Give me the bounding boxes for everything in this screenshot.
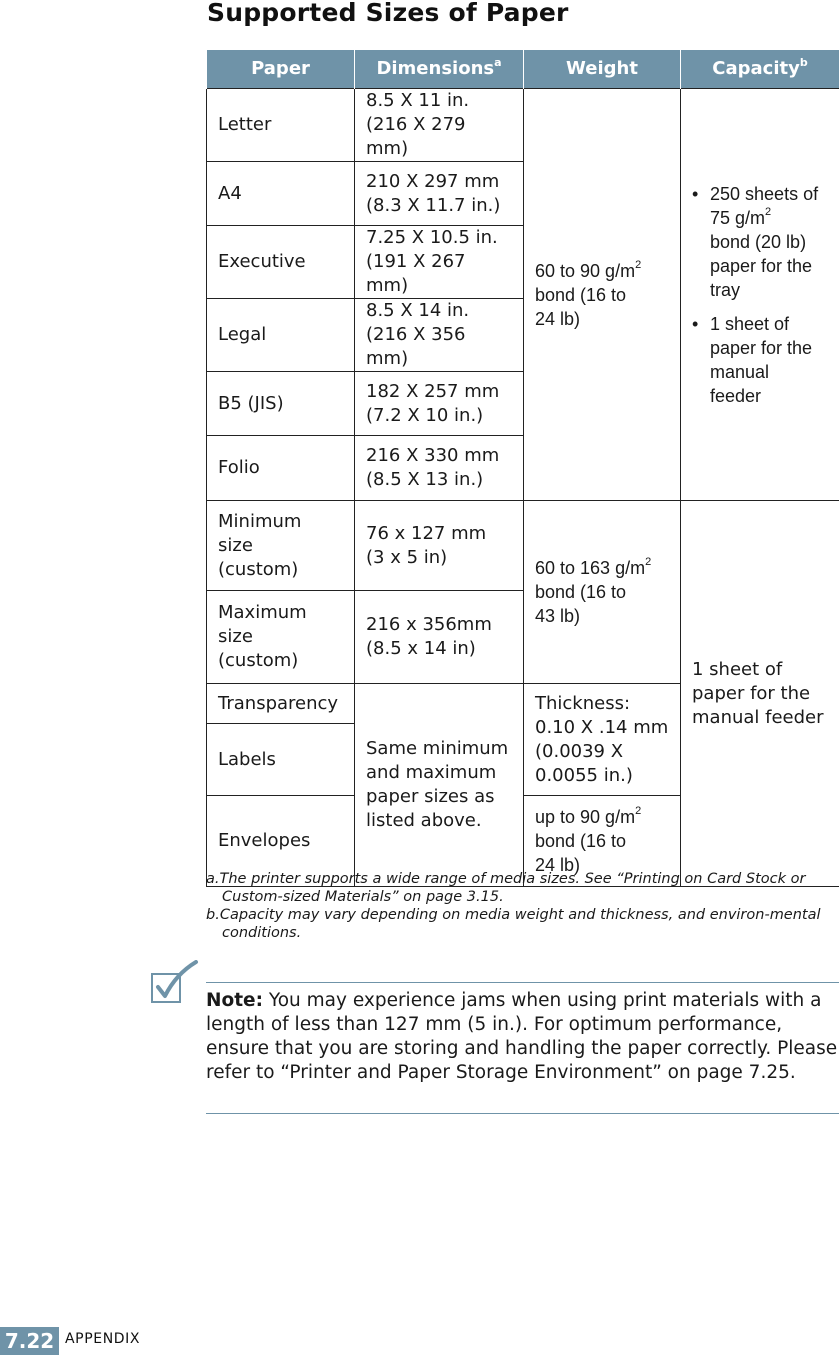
paper-cell: Labels bbox=[207, 724, 355, 796]
header-dimensions: Dimensions$^a$ bbox=[355, 50, 524, 89]
paper-cell: Executive bbox=[207, 226, 355, 299]
dimensions-cell: 182 X 257 mm (7.2 X 10 in.) bbox=[355, 372, 524, 436]
thickness-cell: Thickness: 0.10 X .14 mm (0.0039 X 0.0055 in.) bbox=[524, 684, 681, 796]
footnotes bbox=[206, 870, 836, 942]
special-capacity-cell: 1 sheet of paper for the manual feeder bbox=[681, 501, 839, 887]
custom-weight-cell: 60 to 163 $g/m^2$ bond (16 to 43 lb) bbox=[524, 501, 681, 684]
paper-cell: B5 (JIS) bbox=[207, 372, 355, 436]
dimensions-cell: 8.5 X 11 in. (216 X 279 mm) bbox=[355, 89, 524, 162]
note-text bbox=[206, 989, 839, 1085]
page-number: 7.22 bbox=[0, 1327, 59, 1355]
checkmark-icon bbox=[150, 960, 206, 1006]
table-row bbox=[207, 89, 839, 162]
list-item: • 250 sheets of 75 $g/m^2$ bond (20 lb) paper for the tray bbox=[692, 183, 819, 300]
footnote-ref-a: a bbox=[494, 56, 502, 69]
paper-cell: Envelopes bbox=[207, 796, 355, 887]
dimensions-cell: 7.25 X 10.5 in. (191 X 267 mm) bbox=[355, 226, 524, 299]
note-rule-top bbox=[206, 982, 839, 983]
note-body: You may experience jams when using print materials with a length of less than 127 mm (5 in.). For optimum performance, ensure that you are storing and handling the paper correctly. Please refer to “Printer and Paper Storage Environment” on page 7.25. bbox=[206, 990, 838, 1083]
paper-cell: Transparency bbox=[207, 684, 355, 724]
footnote-a: a.The printer supports a wide range of media sizes. See “Printing on Card Stock or Custom-sized Materials” on page 3.15. bbox=[206, 871, 806, 905]
dimensions-cell: 216 X 330 mm (8.5 X 13 in.) bbox=[355, 436, 524, 501]
standard-weight-cell: 60 to 90 $g/m^2$ bond (16 to 24 lb) bbox=[524, 89, 681, 501]
header-weight: Weight bbox=[524, 50, 681, 89]
dimensions-cell: 216 x 356mm (8.5 x 14 in) bbox=[355, 591, 524, 684]
dimensions-cell: 76 x 127 mm (3 x 5 in) bbox=[355, 501, 524, 591]
dimensions-cell: 210 X 297 mm (8.3 X 11.7 in.) bbox=[355, 162, 524, 226]
header-paper: Paper bbox=[207, 50, 355, 89]
note-block bbox=[150, 955, 839, 1115]
page-title: Supported Sizes of Paper bbox=[207, 0, 569, 27]
dimensions-cell: 8.5 X 14 in. (216 X 356 mm) bbox=[355, 299, 524, 372]
section-name: APPENDIX bbox=[65, 1331, 141, 1347]
header-capacity: Capacity$^b$ bbox=[681, 50, 839, 89]
envelope-weight-cell: up to 90 $g/m^2$ bond (16 to 24 lb) bbox=[524, 796, 681, 887]
paper-cell: Legal bbox=[207, 299, 355, 372]
footnote-ref-b: b bbox=[799, 56, 808, 69]
footnote-b: b.Capacity may vary depending on media weight and thickness, and environ-mental conditions. bbox=[206, 907, 821, 941]
table-row bbox=[207, 501, 839, 591]
page-footer bbox=[0, 1327, 300, 1355]
table-header-row bbox=[207, 50, 839, 89]
paper-sizes-table bbox=[206, 50, 839, 887]
paper-cell: Minimum size (custom) bbox=[207, 501, 355, 591]
paper-cell: Folio bbox=[207, 436, 355, 501]
note-rule-bottom bbox=[206, 1113, 839, 1114]
paper-cell: Maximum size (custom) bbox=[207, 591, 355, 684]
paper-cell: A4 bbox=[207, 162, 355, 226]
note-label: Note: bbox=[206, 990, 263, 1011]
special-dimensions-cell: Same minimum and maximum paper sizes as listed above. bbox=[355, 684, 524, 887]
paper-cell: Letter bbox=[207, 89, 355, 162]
standard-capacity-cell bbox=[681, 89, 839, 501]
list-item: • 1 sheet of paper for the manual feeder bbox=[692, 313, 813, 406]
